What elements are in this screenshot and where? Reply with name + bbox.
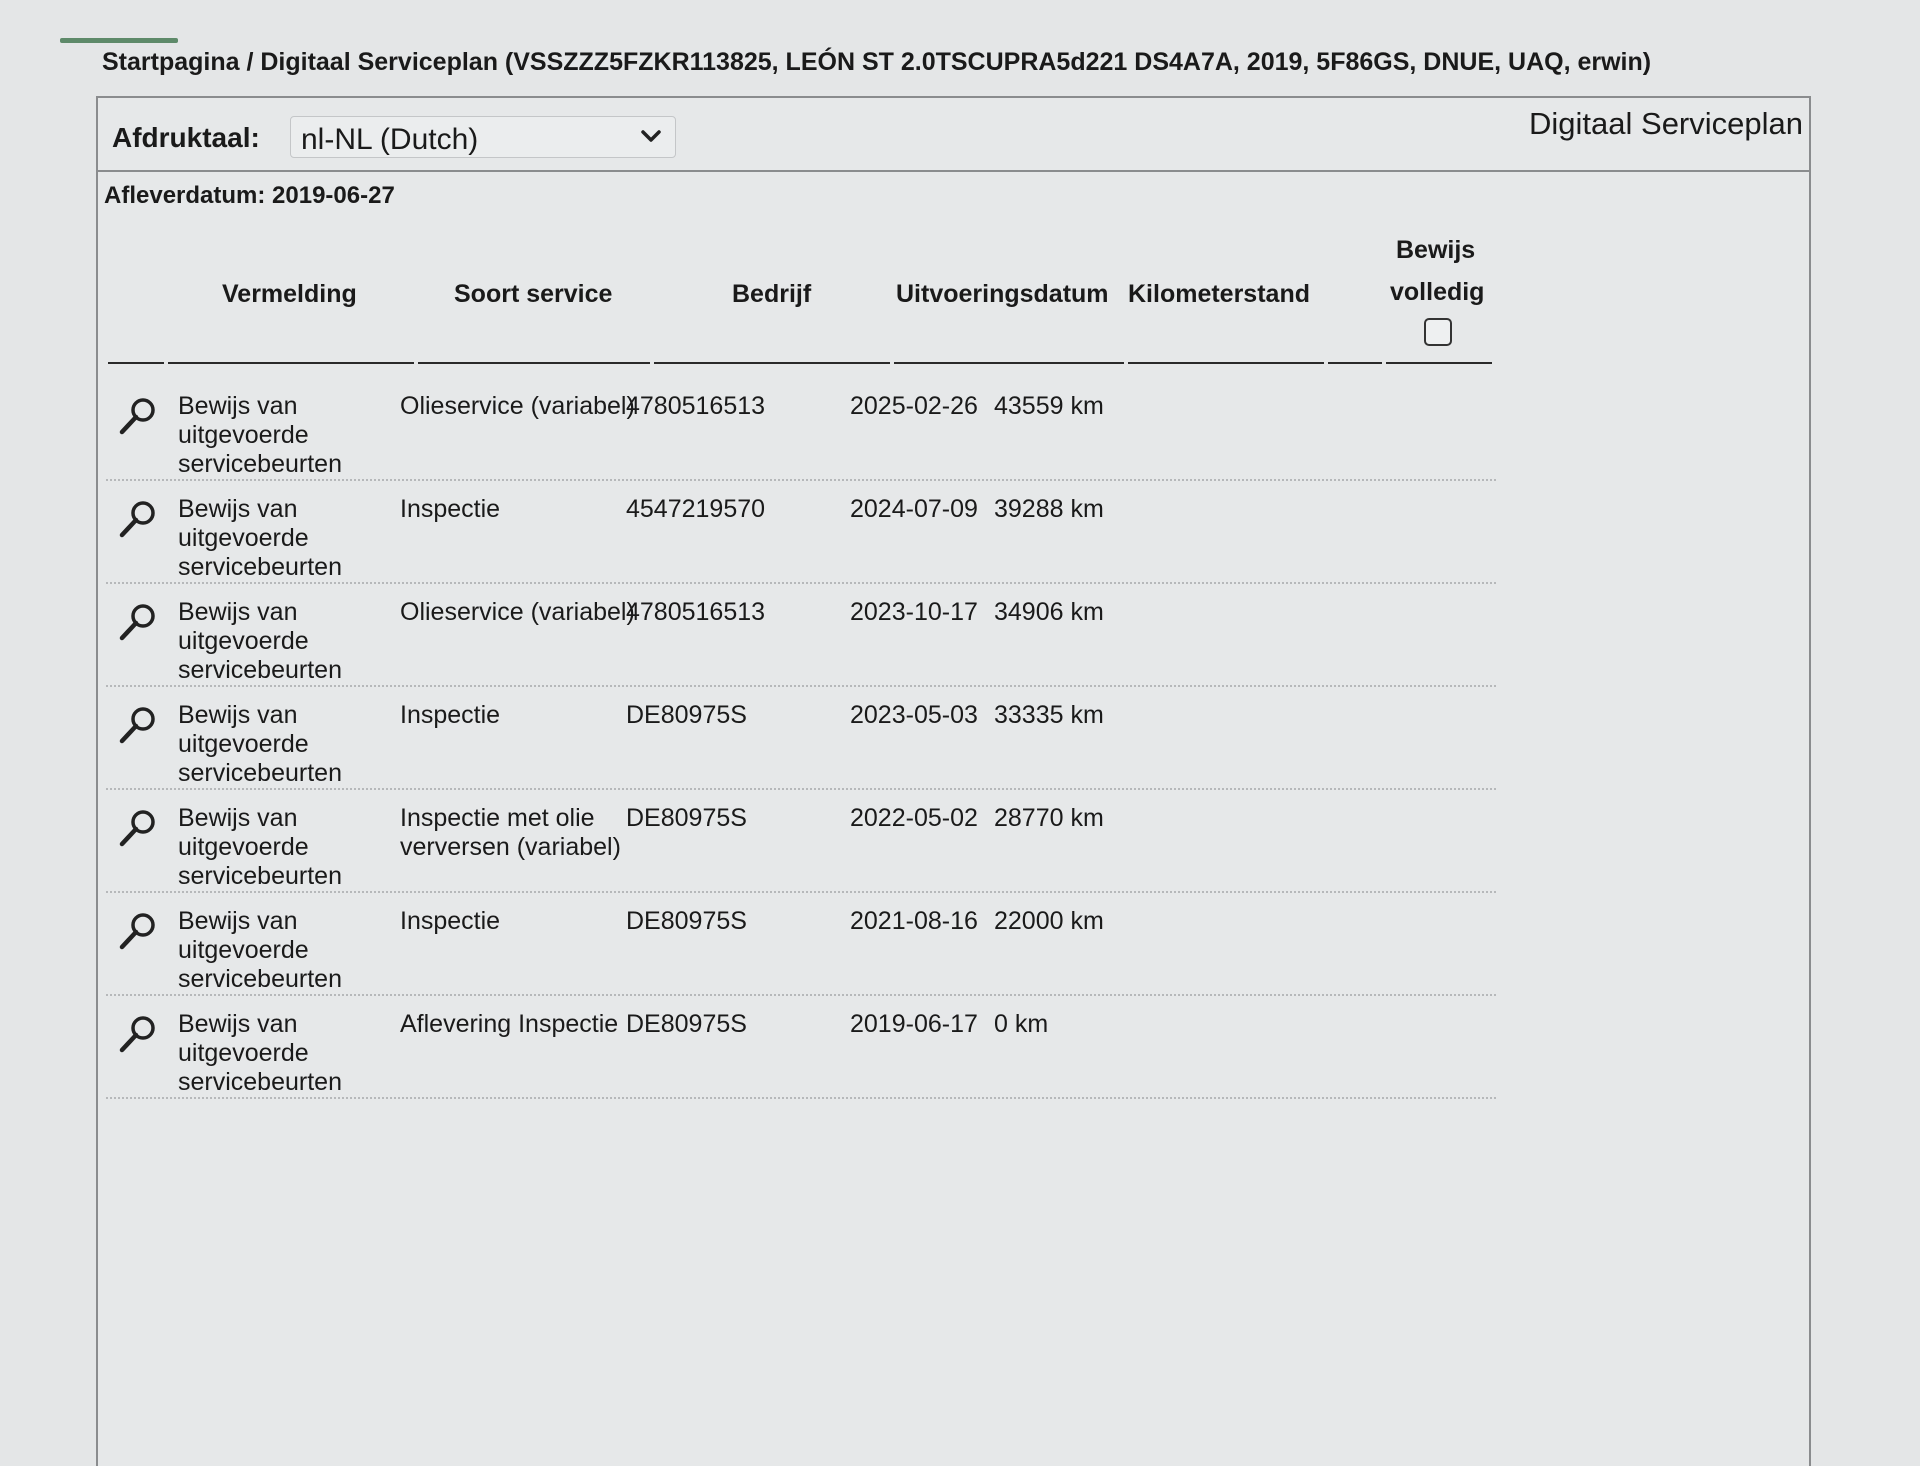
soort-service: Inspectie: [400, 907, 501, 935]
breadcrumb: Startpagina / Digitaal Serviceplan (VSSZZZ5FZKR113825, LEÓN ST 2.0TSCUPRA5d221 DS4A7A, 2019, 5F86GS, DNUE, UAQ, erwin): [102, 48, 1652, 76]
search-icon[interactable]: [116, 806, 160, 850]
column-divider: [894, 362, 1124, 364]
uitvoeringsdatum: 2023-10-17: [850, 598, 978, 626]
uitvoeringsdatum: 2022-05-02: [850, 804, 978, 832]
print-language-label: Afdruktaal:: [112, 122, 260, 153]
search-icon[interactable]: [116, 497, 160, 541]
chevron-down-icon: [639, 127, 663, 145]
panel-header: [98, 98, 1809, 172]
bedrijf: DE80975S: [626, 701, 747, 729]
column-header-bewijs: Bewijs: [1396, 236, 1476, 264]
uitvoeringsdatum: 2025-02-26: [850, 392, 978, 420]
uitvoeringsdatum: 2023-05-03: [850, 701, 978, 729]
column-divider: [654, 362, 890, 364]
search-icon[interactable]: [116, 703, 160, 747]
column-divider: [1386, 362, 1492, 364]
kilometerstand: 22000 km: [994, 907, 1104, 935]
column-divider: [108, 362, 164, 364]
search-icon[interactable]: [116, 909, 160, 953]
kilometerstand: 34906 km: [994, 598, 1104, 626]
kilometerstand: 39288 km: [994, 495, 1104, 523]
page-title: Digitaal Serviceplan: [1529, 106, 1803, 141]
bedrijf: 4547219570: [626, 495, 766, 523]
uitvoeringsdatum: 2024-07-09: [850, 495, 978, 523]
search-icon[interactable]: [116, 394, 160, 438]
top-accent-bar: [60, 38, 178, 43]
bedrijf: DE80975S: [626, 804, 747, 832]
kilometerstand: 0 km: [994, 1010, 1049, 1038]
soort-service: Inspectie: [400, 701, 501, 729]
column-header-kilometerstand: Kilometerstand: [1128, 280, 1310, 308]
vermelding-link[interactable]: Bewijs van uitgevoerde servicebeurten: [178, 1010, 342, 1096]
soort-service: Inspectie met olie verversen (variabel): [400, 804, 621, 861]
kilometerstand: 28770 km: [994, 804, 1104, 832]
uitvoeringsdatum: 2021-08-16: [850, 907, 978, 935]
column-divider: [168, 362, 414, 364]
print-language-value: nl-NL (Dutch): [301, 123, 479, 156]
table-row: [106, 479, 1496, 584]
column-header-vermelding: Vermelding: [222, 280, 357, 308]
vermelding-link[interactable]: Bewijs van uitgevoerde servicebeurten: [178, 701, 342, 787]
soort-service: Olieservice (variabel): [400, 598, 635, 626]
print-language-select[interactable]: [290, 116, 676, 158]
table-row: [106, 582, 1496, 687]
vermelding-link[interactable]: Bewijs van uitgevoerde servicebeurten: [178, 598, 342, 684]
column-divider: [1128, 362, 1324, 364]
table-row: [106, 994, 1496, 1099]
soort-service: Aflevering Inspectie: [400, 1010, 619, 1038]
soort-service: Olieservice (variabel): [400, 392, 635, 420]
vermelding-link[interactable]: Bewijs van uitgevoerde servicebeurten: [178, 495, 342, 581]
column-header-uitvoeringsdatum: Uitvoeringsdatum: [896, 280, 1109, 308]
bewijs-volledig-checkbox[interactable]: [1424, 318, 1452, 346]
soort-service: Inspectie: [400, 495, 501, 523]
bedrijf: 4780516513: [626, 392, 766, 420]
column-header-soort-service: Soort service: [454, 280, 613, 308]
bedrijf: DE80975S: [626, 1010, 747, 1038]
kilometerstand: 33335 km: [994, 701, 1104, 729]
vermelding-link[interactable]: Bewijs van uitgevoerde servicebeurten: [178, 392, 342, 478]
table-row: [106, 891, 1496, 996]
search-icon[interactable]: [116, 1012, 160, 1056]
table-row: [106, 788, 1496, 893]
column-divider: [418, 362, 650, 364]
bedrijf: 4780516513: [626, 598, 766, 626]
vermelding-link[interactable]: Bewijs van uitgevoerde servicebeurten: [178, 907, 342, 993]
bedrijf: DE80975S: [626, 907, 747, 935]
column-header-bedrijf: Bedrijf: [732, 280, 812, 308]
search-icon[interactable]: [116, 600, 160, 644]
kilometerstand: 43559 km: [994, 392, 1104, 420]
column-header-volledig: volledig: [1390, 278, 1485, 306]
vermelding-link[interactable]: Bewijs van uitgevoerde servicebeurten: [178, 804, 342, 890]
service-plan-panel: [96, 96, 1811, 1466]
table-row: [106, 685, 1496, 790]
table-row: [106, 376, 1496, 481]
delivery-date: Afleverdatum: 2019-06-27: [104, 182, 395, 209]
column-divider: [1328, 362, 1382, 364]
uitvoeringsdatum: 2019-06-17: [850, 1010, 978, 1038]
